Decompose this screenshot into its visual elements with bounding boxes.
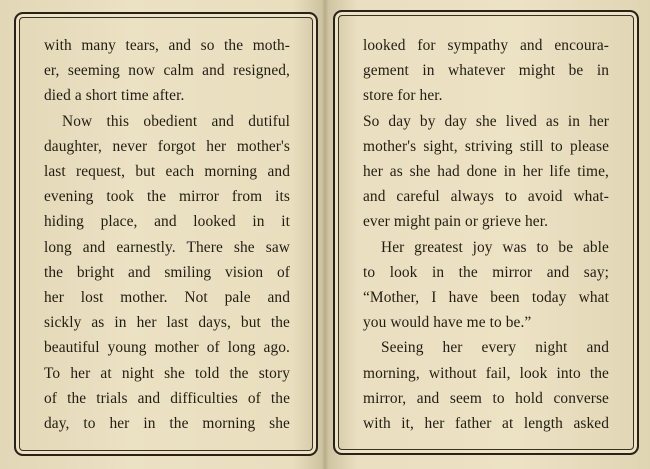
text-line: her as she had done in her life time, (363, 163, 609, 181)
right-page-text (363, 33, 609, 436)
right-page (325, 0, 650, 469)
text-line: So day by day she lived as in her (363, 112, 609, 130)
text-line: Her greatest joy was to be able (381, 238, 609, 256)
text-line: store for her. (363, 87, 443, 105)
text-line: daughter, never forgot her mother's (44, 137, 290, 155)
text-line: evening took the mirror from its (44, 188, 290, 206)
text-line: last request, but each morning and (44, 163, 290, 181)
text-line: hiding place, and looked in it (44, 213, 290, 231)
text-line: To her at night she told the story (44, 364, 290, 382)
text-line: to look in the mirror and say; (363, 263, 609, 281)
text-line: morning, without fail, look into the (363, 364, 609, 382)
text-line: gement in whatever might be in (363, 62, 609, 80)
text-line: beautiful young mother of long ago. (44, 339, 290, 357)
text-line: ever might pain or grieve her. (363, 213, 549, 231)
text-line: “Mother, I have been today what (363, 289, 609, 307)
text-line: Now this obedient and dutiful (62, 112, 290, 130)
text-line: with many tears, and so the moth- (44, 37, 290, 54)
text-line: the bright and smiling vision of (44, 263, 290, 281)
text-line: long and earnestly. There she saw (44, 238, 290, 256)
text-line: you would have me to be.” (363, 314, 532, 332)
text-line: looked for sympathy and encoura- (363, 37, 609, 54)
text-line: mirror, and seem to hold converse (363, 389, 609, 407)
text-line: mother's sight, striving still to please (363, 137, 609, 155)
text-line: with it, her father at length asked (363, 415, 609, 433)
text-line: died a short time after. (44, 87, 185, 105)
text-line: and careful always to avoid what- (363, 188, 609, 206)
text-line: sickly as in her last days, but the (44, 314, 290, 332)
text-line: of the trials and difficulties of the (44, 389, 290, 407)
text-line: Seeing her every night and (381, 339, 609, 357)
text-line: her lost mother. Not pale and (44, 289, 290, 307)
text-line: er, seeming now calm and resigned, (44, 62, 290, 80)
left-page-text (44, 33, 290, 436)
text-line: day, to her in the morning she (44, 415, 290, 433)
